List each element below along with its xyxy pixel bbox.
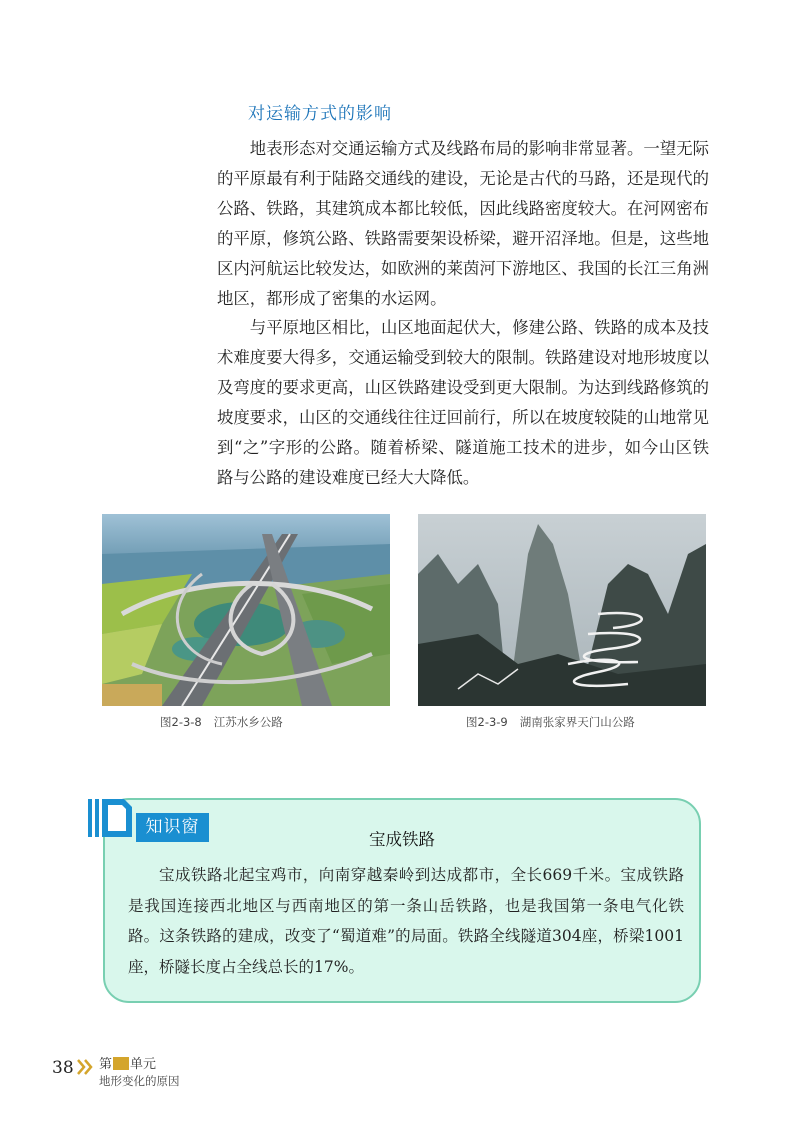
jiangsu-highway-photo bbox=[102, 514, 390, 706]
section-title: 对运输方式的影响 bbox=[248, 104, 392, 124]
double-chevron-icon bbox=[76, 1058, 96, 1076]
page-number: 38 bbox=[52, 1058, 74, 1078]
knowledge-body: 宝成铁路北起宝鸡市，向南穿越秦岭到达成都市，全长669千米。宝成铁路是我国连接西北地区与西南地区的第一条山岳铁路，也是我国第一条电气化铁路。这条铁路的建成，改变了“蜀道难”的局面。铁路全线隧道304座，桥梁1001座，桥隧长度占全线总长的17%。 bbox=[128, 866, 684, 976]
figure-caption-text: 湖南张家界天门山公路 bbox=[519, 715, 635, 729]
tianmen-mountain-road-photo bbox=[418, 514, 706, 706]
body-paragraph-2: 与平原地区相比，山区地面起伏大，修建公路、铁路的成本及技术难度要大得多，交通运输受到较大的限制。铁路建设对地形坡度以及弯度的要求更高，山区铁路建设受到更大限制。为达到线路修筑的坡度要求，山区的交通线往往迂回前行，所以在坡度较陡的山地常见到“之”字形的公路。随着桥梁、隧道施工技术的进步，如今山区铁路与公路的建设难度已经大大降低。 bbox=[217, 318, 709, 487]
figure-caption-text: 江苏水乡公路 bbox=[213, 715, 283, 729]
figure-number: 图2-3-8 bbox=[160, 715, 202, 729]
unit-number-box bbox=[113, 1057, 129, 1070]
figure-caption-left bbox=[160, 714, 295, 730]
unit-prefix: 第 bbox=[99, 1057, 113, 1072]
body-paragraph-1: 地表形态对交通运输方式及线路布局的影响非常显著。一望无际的平原最有利于陆路交通线的建设，无论是古代的马路，还是现代的公路、铁路，其建筑成本都比较低，因此线路密度较大。在河网密布的平原，修筑公路、铁路需要架设桥梁，避开沼泽地。但是，这些地区内河航运比较发达，如欧洲的莱茵河下游地区、我国的长江三角洲地区，都形成了密集的水运网。 bbox=[217, 139, 709, 308]
knowledge-window-badge: 知识窗 bbox=[136, 813, 209, 842]
figure-number: 图2-3-9 bbox=[466, 715, 508, 729]
figure-caption-right bbox=[466, 714, 647, 730]
unit-label bbox=[99, 1053, 156, 1072]
unit-suffix: 单元 bbox=[130, 1057, 157, 1072]
unit-title: 地形变化的原因 bbox=[99, 1074, 180, 1088]
knowledge-title: 宝成铁路 bbox=[369, 830, 435, 849]
